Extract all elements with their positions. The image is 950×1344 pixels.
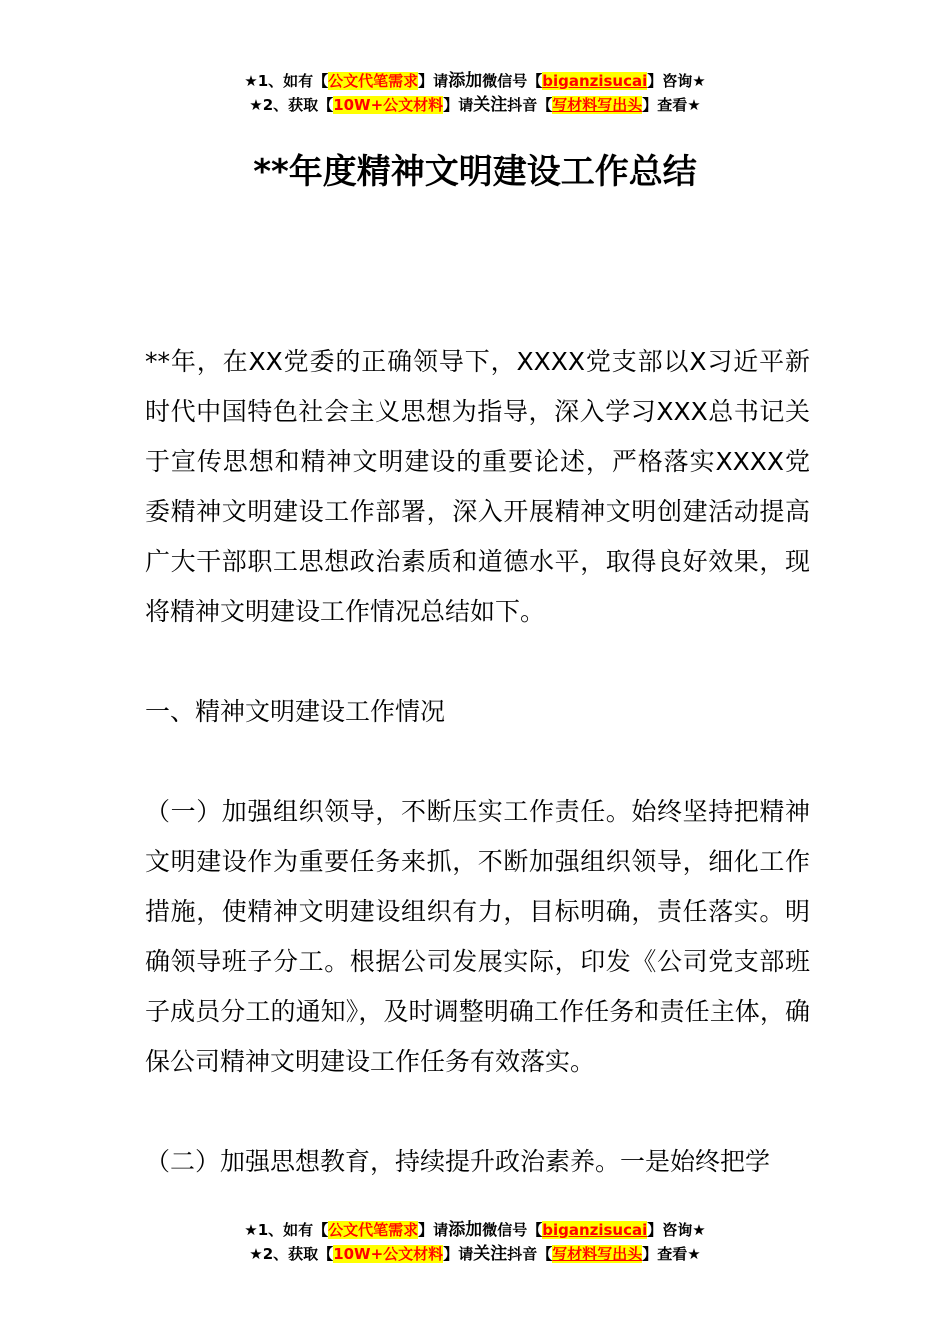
banner-text: ★2、获取【 [249, 1245, 334, 1263]
banner-text: 】咨询★ [647, 1221, 706, 1239]
banner-highlight-materials: 10W+公文材料 [333, 1245, 444, 1263]
banner-line-2 [0, 93, 950, 117]
banner-highlight-service: 公文代笔需求 [328, 1221, 419, 1239]
document-title: **年度精神文明建设工作总结 [253, 152, 697, 192]
banner-emphasis: 添加 [448, 1220, 483, 1240]
body-paragraph-partial: （二）加强思想教育，持续提升政治素养。一是始终把学 [145, 1147, 771, 1176]
banner-emphasis: 添加 [448, 71, 483, 91]
banner-text: 】咨询★ [647, 72, 706, 90]
banner-emphasis: 关注 [473, 95, 508, 115]
banner-line-1 [0, 1218, 950, 1242]
banner-line-2 [0, 1242, 950, 1266]
section-heading: 一、精神文明建设工作情况 [145, 697, 446, 726]
banner-text: 抖音【 [507, 1245, 553, 1263]
banner-highlight-douyin-id: 写材料写出头 [552, 96, 643, 114]
header-banner [0, 69, 950, 117]
banner-highlight-service: 公文代笔需求 [328, 72, 419, 90]
banner-text: 微信号【 [482, 72, 543, 90]
banner-text: 】查看★ [642, 96, 701, 114]
footer-banner [0, 1218, 950, 1266]
banner-text: 】请 [443, 96, 474, 114]
banner-text: 】请 [443, 1245, 474, 1263]
banner-highlight-wechat-id: biganzisucai [542, 1221, 648, 1239]
banner-text: 】请 [418, 72, 449, 90]
banner-text: 抖音【 [507, 96, 553, 114]
banner-emphasis: 关注 [473, 1244, 508, 1264]
banner-text: 】请 [418, 1221, 449, 1239]
banner-text: 微信号【 [482, 1221, 543, 1239]
banner-highlight-douyin-id: 写材料写出头 [552, 1245, 643, 1263]
banner-line-1 [0, 69, 950, 93]
banner-text: ★1、如有【 [244, 1221, 329, 1239]
banner-highlight-materials: 10W+公文材料 [333, 96, 444, 114]
intro-paragraph: **年，在XX党委的正确领导下，XXXX党支部以X习近平新时代中国特色社会主义思想为指导，深入学习XXX总书记关于宣传思想和精神文明建设的重要论述，严格落实XXXX党委精神文明建设工作部署，深入开展精神文明创建活动提高广大干部职工思想政治素质和道德水平，取得良好效果，现将精神文明建设工作情况总结如下。 [145, 347, 810, 626]
body-paragraph: （一）加强组织领导，不断压实工作责任。始终坚持把精神文明建设作为重要任务来抓，不断加强组织领导，细化工作措施，使精神文明建设组织有力，目标明确，责任落实。明确领导班子分工。根据公司发展实际，印发《公司党支部班子成员分工的通知》，及时调整明确工作任务和责任主体，确保公司精神文明建设工作任务有效落实。 [145, 797, 810, 1076]
banner-highlight-wechat-id: biganzisucai [542, 72, 648, 90]
banner-text: 】查看★ [642, 1245, 701, 1263]
banner-text: ★1、如有【 [244, 72, 329, 90]
banner-text: ★2、获取【 [249, 96, 334, 114]
